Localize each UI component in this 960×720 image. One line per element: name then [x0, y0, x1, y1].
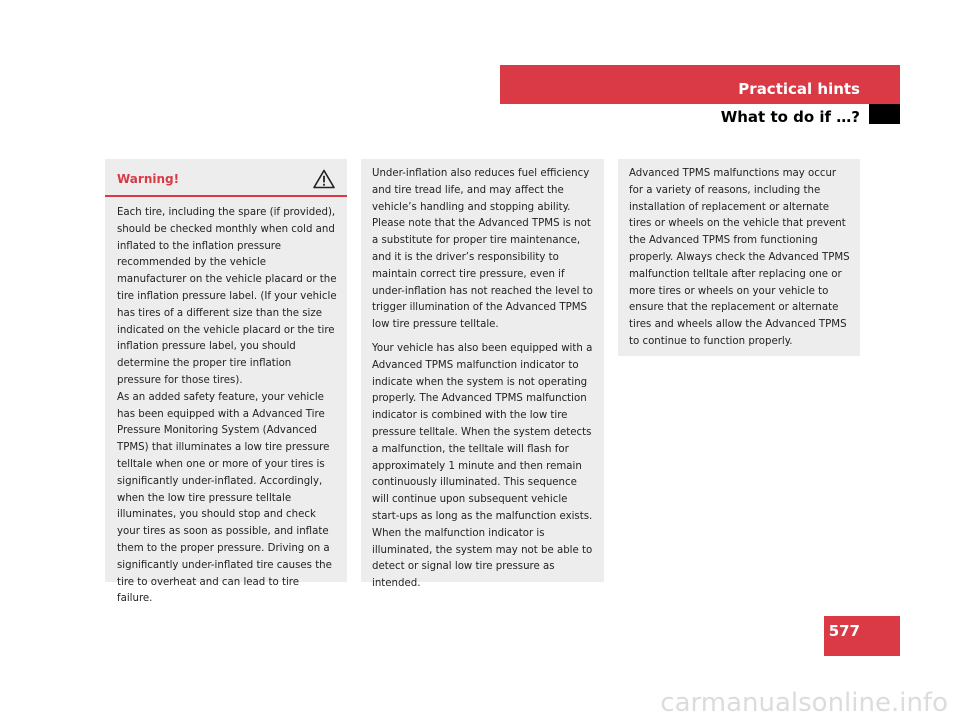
warning-title: Warning! — [117, 172, 180, 186]
text-column-3 — [618, 159, 860, 356]
section-subtitle: What to do if …? — [720, 108, 860, 126]
body-paragraph: Advanced TPMS malfunctions may occur for a variety of reasons, including the installation of replacement or alternate tires or wheels on the vehicle that prevent the Advanced TPMS from functioning properly. Always check the Advanced TPMS malfunction telltale after replacing one or more tires or wheels on your vehicle to ensure that the replacement or alternate tires and wheels allow the Advanced TPMS to continue to function properly. — [629, 168, 850, 347]
header-marker — [869, 104, 900, 124]
warning-box — [105, 159, 347, 605]
body-paragraph: Under-inflation also reduces fuel efficiency and tire tread life, and may affect the vehicle’s handling and stopping ability. Please note that the Advanced TPMS is not a substitute for proper tire maintenance, and it is the driver’s responsibility to maintain correct tire pressure, even if under-inflation has not reached the level to trigger illumination of the Advanced TPMS low tire pressure telltale. — [372, 168, 593, 331]
warning-triangle-icon — [313, 169, 335, 189]
warning-body — [105, 197, 347, 608]
header-band — [500, 65, 900, 104]
body-paragraph: Your vehicle has also been equipped with a Advanced TPMS malfunction indicator to indicate when the system is not operating properly. The Advanced TPMS malfunction indicator is combined with the low tire pressure telltale. When the system detects a malfunction, the telltale will flash for approximately 1 minute and then remain continuously illuminated. This sequence will continue upon subsequent vehicle start-ups as long as the malfunction exists. When the malfunction indicator is illuminated, the system may not be able to detect or signal low tire pressure as intended. — [372, 342, 593, 590]
warning-paragraph: As an added safety feature, your vehicle has been equipped with a Advanced Tire Pressure Monitoring System (Advanced TPMS) that illuminates a low tire pressure telltale when one or more of your tires is significantly under-inflated. Accordingly, when the low tire pressure telltale illuminates, you should stop and check your tires as soon as possible, and inflate them to the proper pressure. Driving on a significantly under-inflated tire causes the tire to overheat and can lead to tire failure. — [117, 391, 332, 605]
page-number-box — [824, 616, 900, 656]
warning-paragraph: Each tire, including the spare (if provided), should be checked monthly when cold and inflated to the inflation pressure recommended by the vehicle manufacturer on the vehicle placard or the tire inflation pressure label. (If your vehicle has tires of a different size than the size indicated on the vehicle placard or the tire inflation pressure label, you should determine the proper tire inflation pressure for those tires). — [117, 207, 337, 386]
warning-header — [105, 159, 347, 197]
watermark: carmanualsonline.info — [660, 688, 948, 718]
text-column-2 — [361, 159, 604, 590]
section-title: Practical hints — [738, 80, 860, 98]
page-number: 577 — [828, 622, 860, 640]
